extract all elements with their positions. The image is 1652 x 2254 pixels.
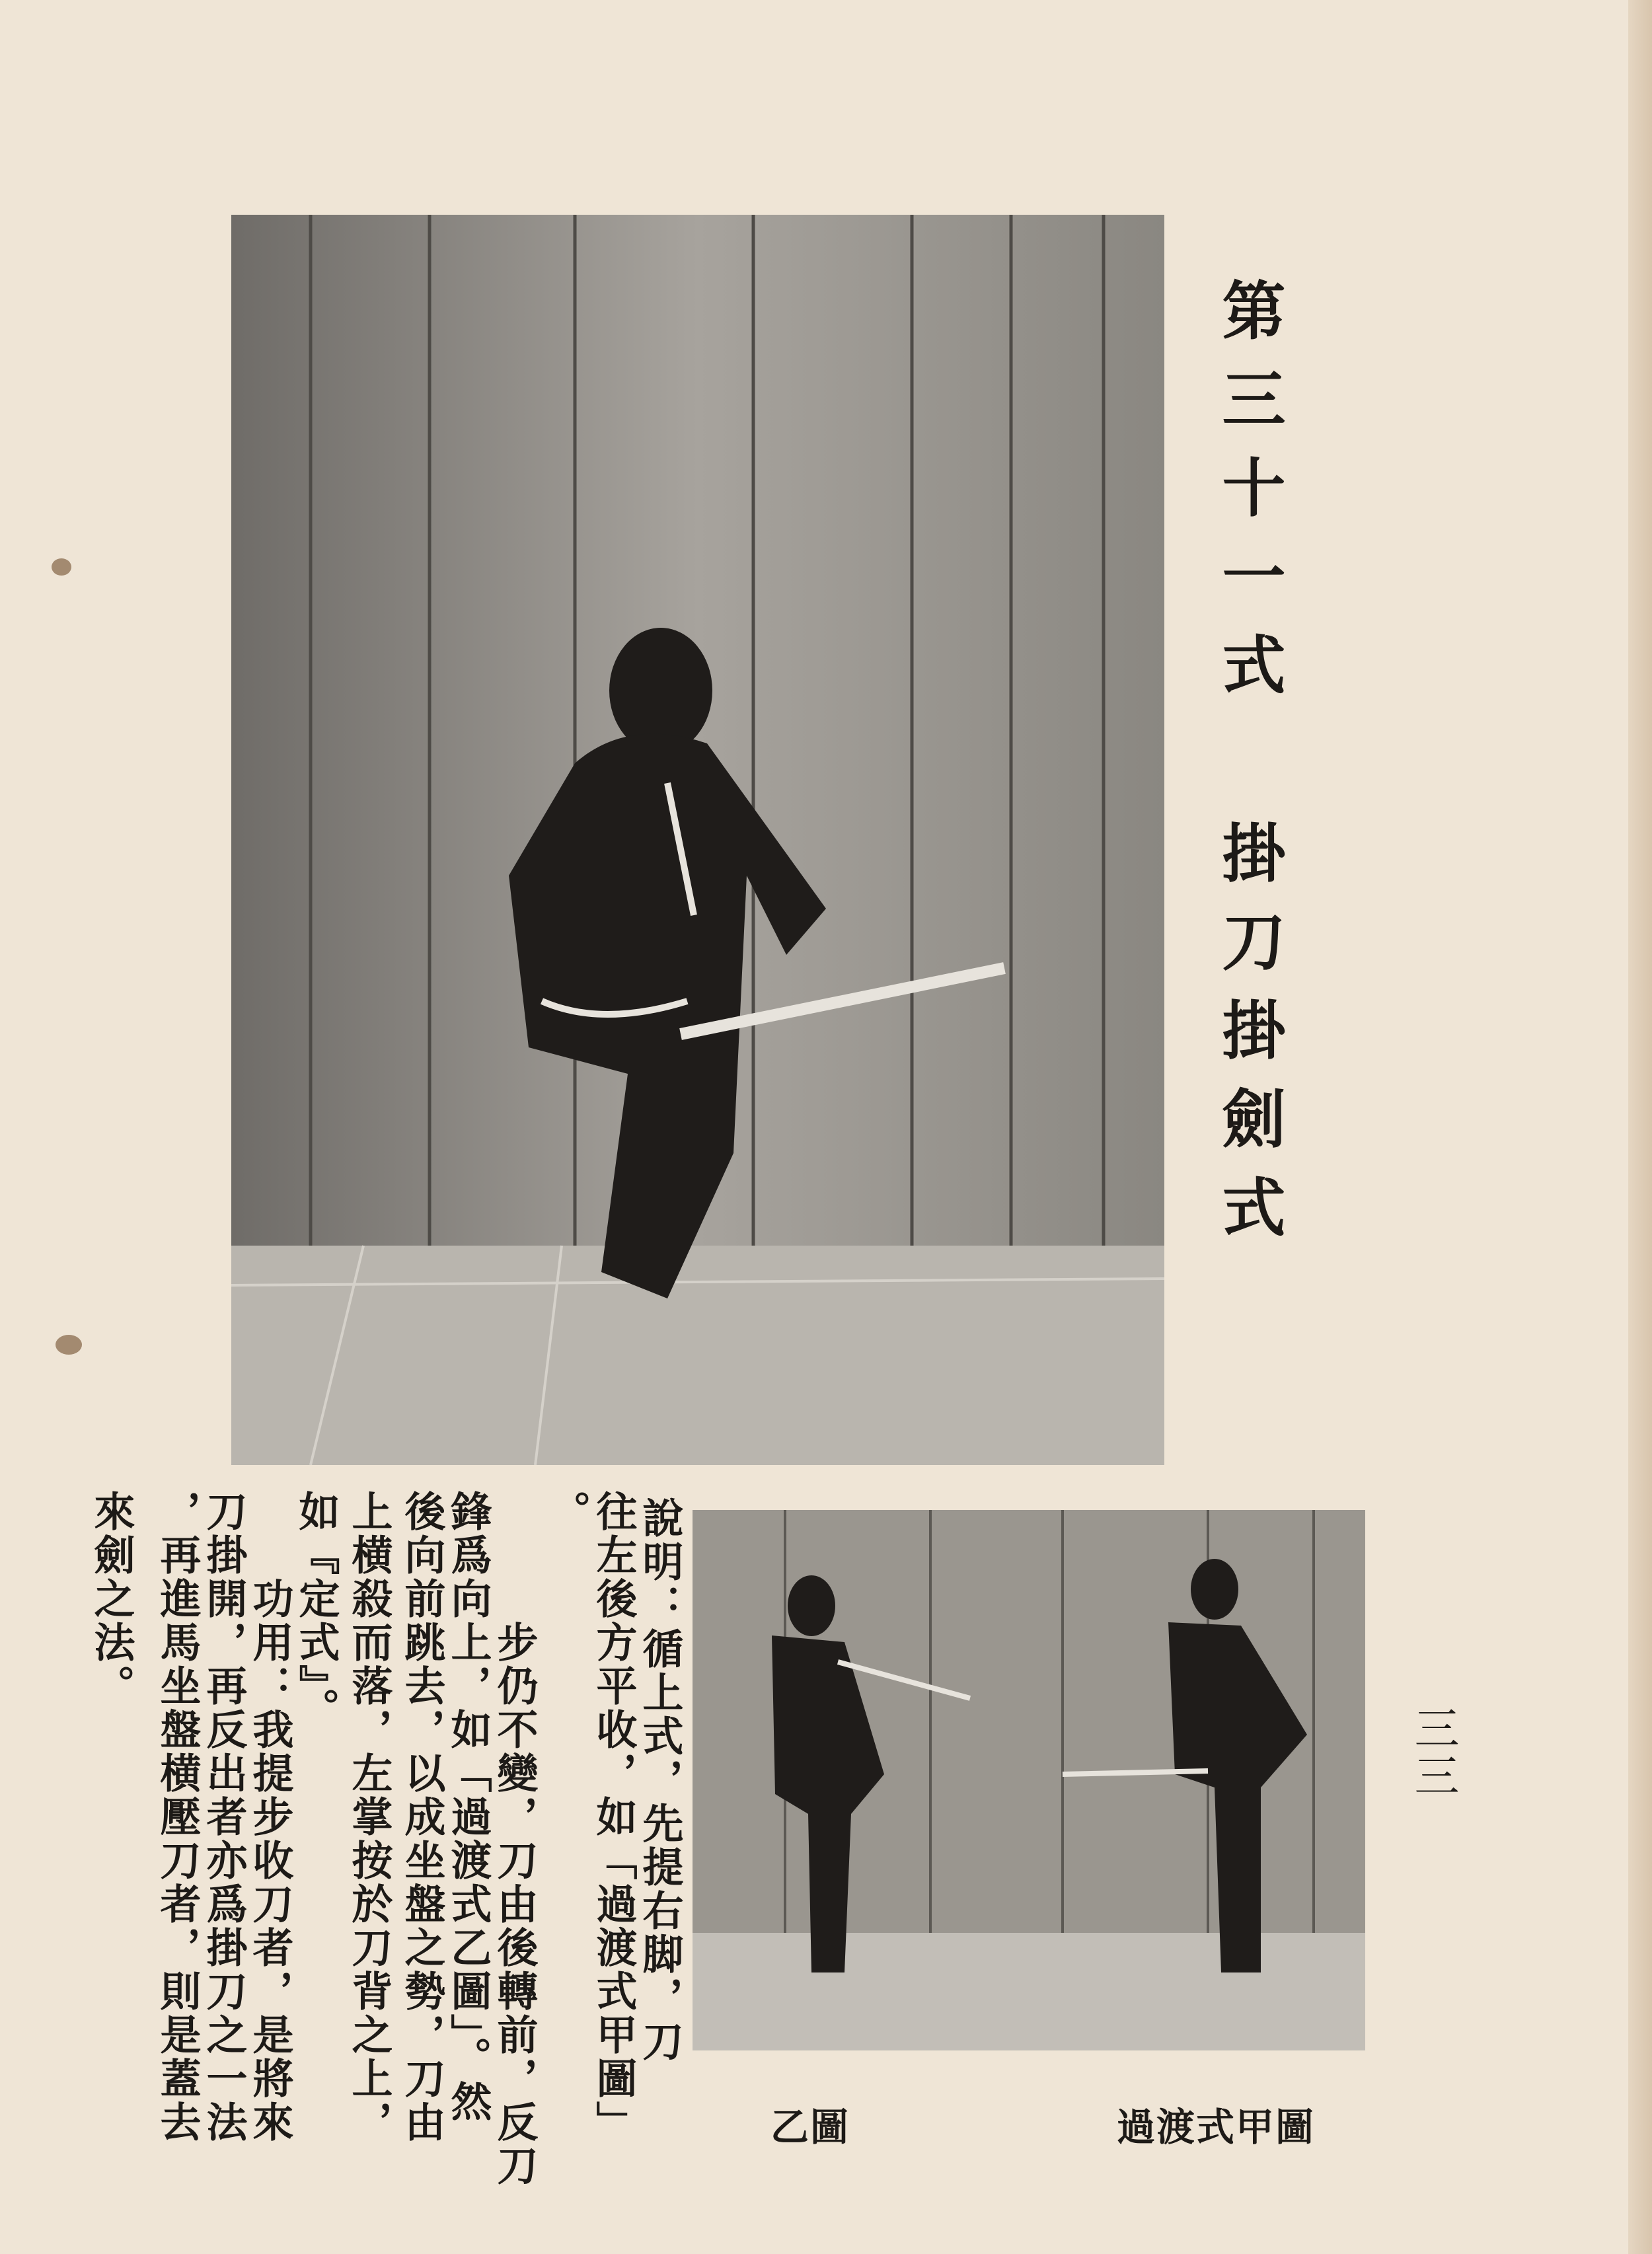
page-edge [1628,0,1652,2254]
body-column-11: ，再進馬坐盤横壓刀者，則是蓋去 [153,1490,202,2144]
caption-transition-b: 乙圖 [770,2105,850,2150]
body-column-1: 說明：循上式，先提右脚，刀 [636,1497,684,2064]
body-column-9: 功用：我提步收刀者，是將來 [246,1490,294,2144]
page-title: 第三十一式 掛刀掛劍式 [1212,278,1287,1263]
body-column-6: 後向前跳去，以成坐盤之勢，刀由 [398,1490,446,2144]
page-number: 三三 [1407,1705,1459,1800]
body-column-10: 刀掛開，再反出者亦爲掛刀之一法 [200,1490,248,2144]
body-column-7: 上横殺而落，左掌按於刀背之上， [345,1490,393,2144]
stain [52,558,71,576]
body-column-3: 。 [543,1490,591,1534]
transition-photographs [693,1510,1365,2050]
main-photograph [231,215,1164,1465]
body-column-12: 來劍之法。 [87,1490,135,1708]
body-column-5: 鋒爲向上，如「過渡式乙圖」。然 [444,1490,492,2124]
body-column-4: 步仍不變，刀由後轉前，反刀 [490,1490,539,2188]
body-column-2: 往左後方平收，如「過渡式甲圖」 [589,1490,638,2144]
body-column-8: 如『定式』。 [292,1490,340,1731]
caption-transition-a: 過渡式甲圖 [1117,2105,1316,2150]
stain [56,1335,82,1355]
